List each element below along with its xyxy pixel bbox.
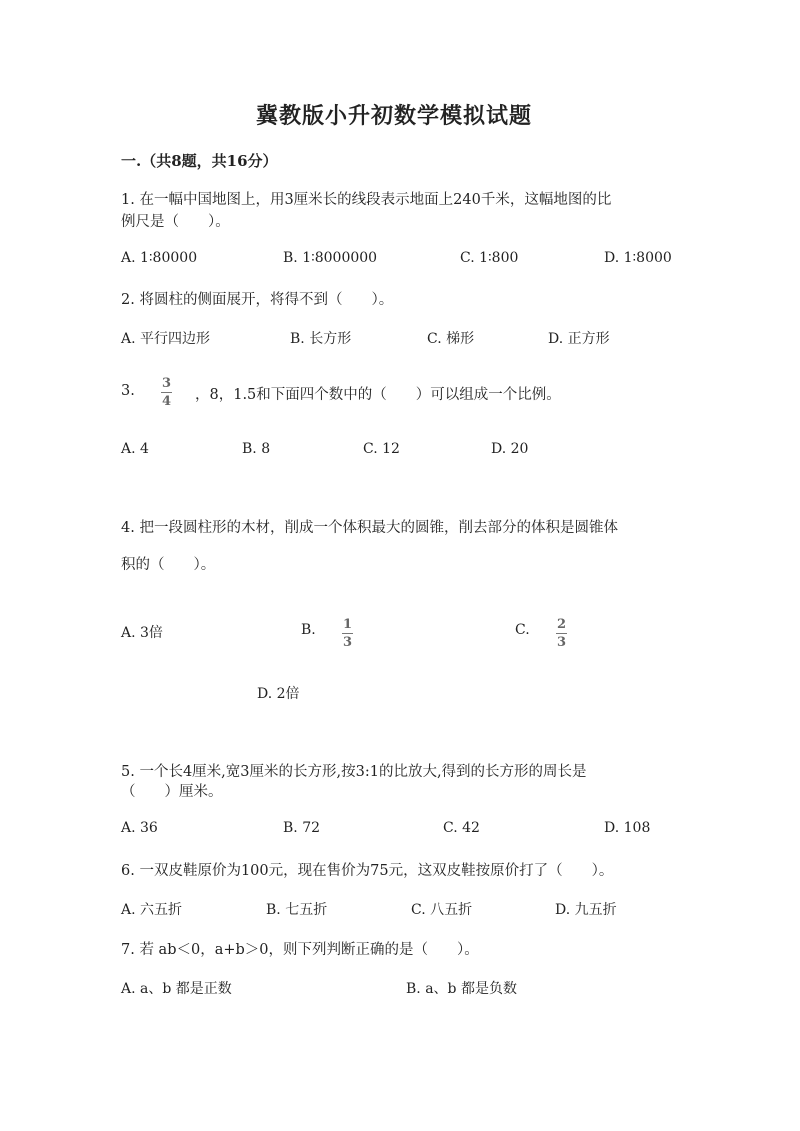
- section-heading: 一.（共8题，共16分）: [121, 152, 278, 170]
- fraction-denominator: 3: [342, 635, 353, 650]
- question-4-option-b: B.: [301, 622, 316, 638]
- question-4-line-1: 4. 把一段圆柱形的木材，削成一个体积最大的圆锥，削去部分的体积是圆锥体: [121, 520, 618, 536]
- fraction-numerator: 2: [556, 617, 567, 632]
- question-3-option-d: D. 20: [491, 441, 529, 457]
- question-4-option-d: D. 2倍: [257, 686, 300, 702]
- question-3-option-b: B. 8: [242, 441, 271, 457]
- page-title: 冀教版小升初数学模拟试题: [256, 103, 533, 129]
- fraction-bar: [161, 392, 172, 393]
- question-3-option-c: C. 12: [363, 441, 400, 457]
- question-2-option-a: A. 平行四边形: [121, 331, 211, 347]
- question-3-fraction: [161, 376, 172, 409]
- fraction-bar: [556, 633, 567, 634]
- question-7-option-a: A. a、b 都是正数: [121, 981, 232, 997]
- question-1-line-2: 例尺是（ ）。: [121, 214, 230, 230]
- question-5-line-1: 5. 一个长4厘米,宽3厘米的长方形,按3:1的比放大,得到的长方形的周长是: [121, 764, 587, 780]
- question-4-option-c: C.: [515, 622, 530, 638]
- question-1-line-1: 1. 在一幅中国地图上，用3厘米长的线段表示地面上240千米，这幅地图的比: [121, 192, 612, 208]
- question-5-option-c: C. 42: [443, 820, 480, 836]
- question-5-line-2: （ ）厘米。: [121, 784, 223, 800]
- question-7-line-1: 7. 若 ab＜0，a+b＞0，则下列判断正确的是（ ）。: [121, 942, 479, 958]
- question-2-option-c: C. 梯形: [427, 331, 475, 347]
- question-4-option-a: A. 3倍: [121, 625, 163, 641]
- question-3-option-a: A. 4: [121, 441, 149, 457]
- question-5-option-d: D. 108: [604, 820, 651, 836]
- fraction-numerator: 1: [342, 617, 353, 632]
- question-7-option-b: B. a、b 都是负数: [406, 981, 517, 997]
- question-1-option-b: B. 1∶8000000: [283, 250, 378, 266]
- question-1-option-a: A. 1∶80000: [121, 250, 198, 266]
- question-4-option-c-fraction: [556, 617, 567, 650]
- question-2-option-d: D. 正方形: [548, 331, 610, 347]
- fraction-numerator: 3: [161, 376, 172, 391]
- question-1-option-c: C. 1∶800: [460, 250, 519, 266]
- question-6-line-1: 6. 一双皮鞋原价为100元，现在售价为75元，这双皮鞋按原价打了（ ）。: [121, 863, 614, 879]
- question-6-option-d: D. 九五折: [555, 902, 617, 918]
- question-6-option-b: B. 七五折: [266, 902, 328, 918]
- question-6-option-c: C. 八五折: [411, 902, 473, 918]
- question-6-option-a: A. 六五折: [121, 902, 183, 918]
- question-4-line-2: 积的（ ）。: [121, 557, 216, 573]
- fraction-denominator: 4: [161, 394, 172, 409]
- fraction-denominator: 3: [556, 635, 567, 650]
- question-5-option-a: A. 36: [121, 820, 158, 836]
- question-3-number: 3.: [121, 383, 135, 399]
- question-5-option-b: B. 72: [283, 820, 321, 836]
- question-2-option-b: B. 长方形: [290, 331, 352, 347]
- question-4-option-b-fraction: [342, 617, 353, 650]
- question-1-option-d: D. 1∶8000: [604, 250, 672, 266]
- fraction-bar: [342, 633, 353, 634]
- question-3-text: ，8，1.5和下面四个数中的（ ）可以组成一个比例。: [195, 387, 561, 403]
- question-2-line-1: 2. 将圆柱的侧面展开，将得不到（ ）。: [121, 292, 394, 308]
